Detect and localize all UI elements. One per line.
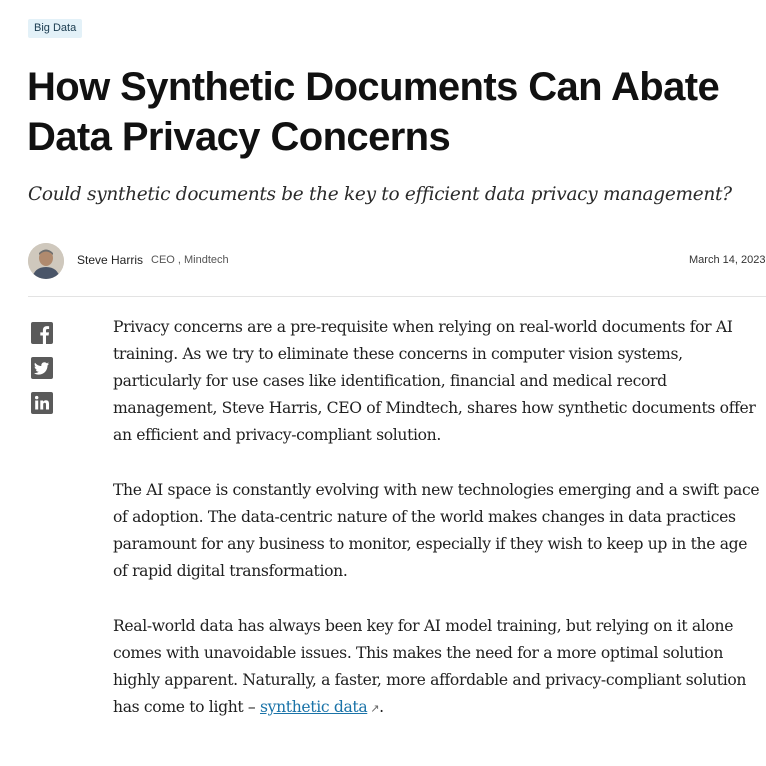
byline — [28, 243, 766, 279]
paragraph-text: Real-world data has always been key for AI model training, but relying on it alone comes with unavoidable issues. This makes the need for a more optimal solution highly apparent. Naturally, a faster, more affordable and privacy-compliant solution has come to light – — [113, 617, 747, 716]
twitter-icon[interactable] — [31, 357, 53, 379]
avatar-image — [28, 243, 64, 279]
article-title: How Synthetic Documents Can Abate Data Privacy Concerns — [27, 65, 720, 159]
author-name[interactable]: Steve Harris — [77, 253, 144, 267]
category-tag[interactable]: Big Data — [28, 19, 82, 38]
linkedin-icon[interactable] — [31, 392, 53, 414]
synthetic-data-link[interactable]: synthetic data — [259, 698, 368, 716]
paragraph: The AI space is constantly evolving with new technologies emerging and a swift pace of adoption. The data-centric nature of the world makes changes in data practices paramount for any business to monitor, especially if they wish to keep up in the age of rapid digital transformation. — [113, 481, 760, 580]
article-body — [113, 314, 766, 750]
facebook-icon[interactable] — [31, 322, 53, 344]
avatar[interactable] — [28, 243, 64, 279]
share-bar — [31, 322, 53, 427]
paragraph-end: . — [379, 698, 384, 716]
paragraph: Privacy concerns are a pre-requisite when relying on real-world documents for AI training. As we try to eliminate these concerns in computer vision systems, particularly for use cases like identification, financial and medical record management, Steve Harris, CEO of Mindtech, shares how synthetic documents offer an efficient and privacy-compliant solution. — [113, 318, 756, 444]
paragraph — [113, 613, 766, 722]
author-role: CEO , Mindtech — [151, 254, 229, 266]
divider — [28, 296, 766, 297]
external-link-icon: ↗ — [370, 702, 380, 715]
publish-date: March 14, 2023 — [689, 254, 766, 266]
article-subtitle: Could synthetic documents be the key to efficient data privacy management? — [28, 184, 732, 205]
